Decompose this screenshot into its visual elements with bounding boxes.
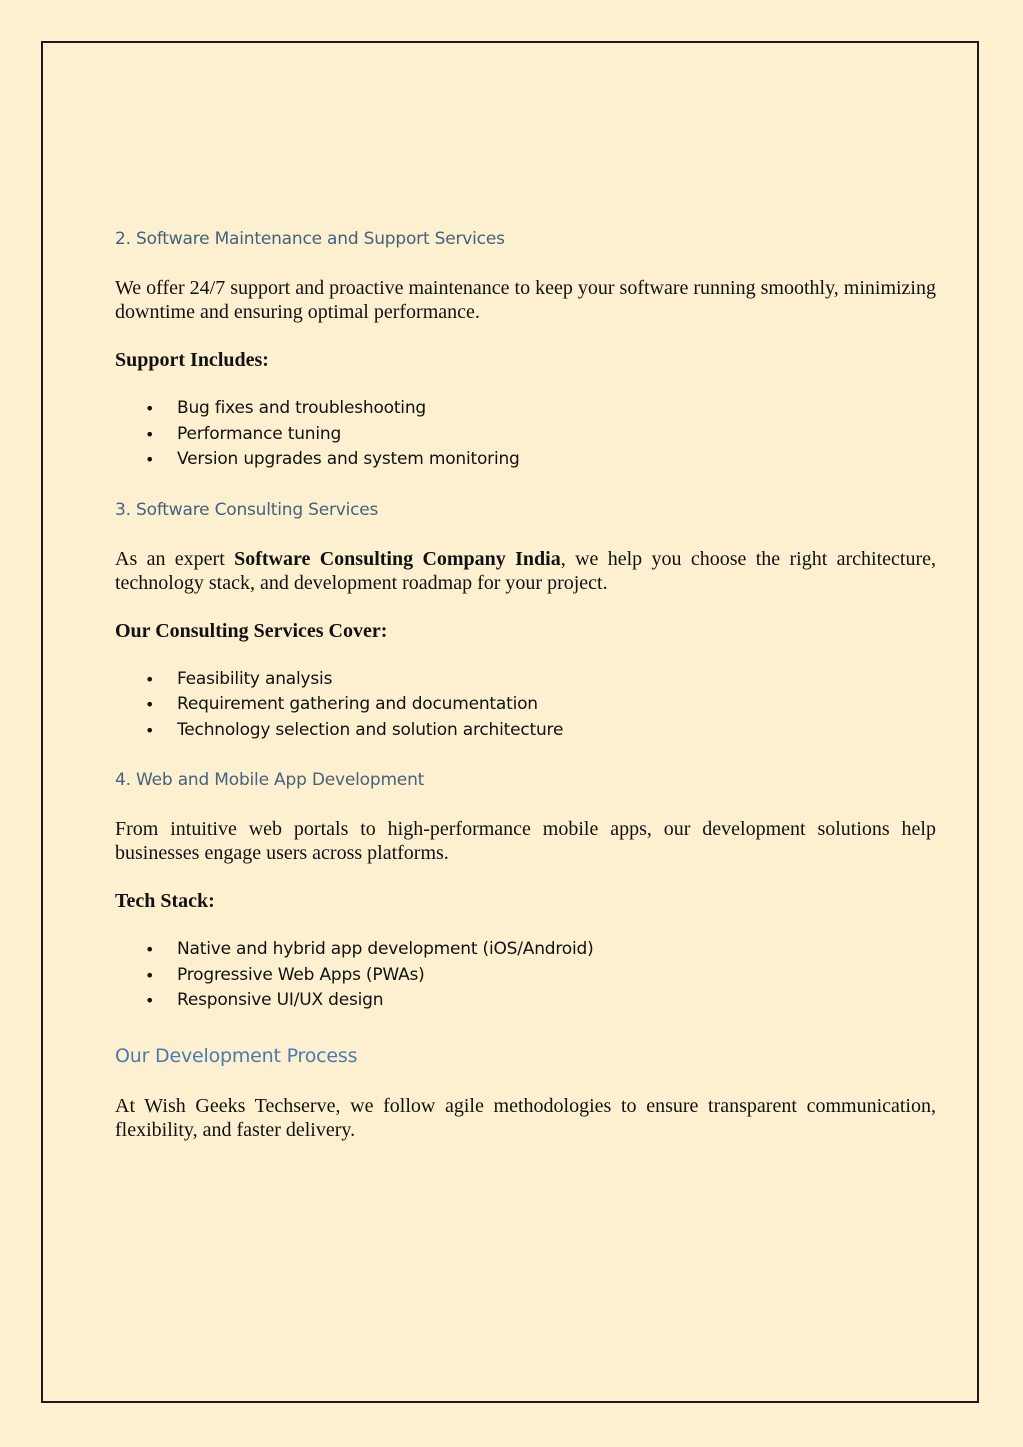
bullet-icon: • <box>145 695 155 714</box>
bullet-icon: • <box>145 991 155 1010</box>
paragraph-text: We offer 24/7 support and proactive maintenance to keep your software running smoothly, minimizing downtime and ensuring optimal performance. <box>115 277 936 323</box>
list-item-text: Bug fixes and troubleshooting <box>177 398 427 418</box>
section-consulting <box>115 497 936 744</box>
section-heading: 3. Software Consulting Services <box>115 499 379 520</box>
list-item-text: Progressive Web Apps (PWAs) <box>177 964 425 985</box>
section-development-process <box>115 1042 936 1142</box>
paragraph-text: From intuitive web portals to high-performance mobile apps, our development solutions help businesses engage users across platforms. <box>115 818 936 864</box>
bullet-list <box>115 396 936 473</box>
bullet-icon: • <box>145 450 155 469</box>
list-item <box>115 422 936 448</box>
list-item-text: Performance tuning <box>177 423 342 444</box>
list-item-text: Feasibility analysis <box>177 668 333 689</box>
section-heading: 2. Software Maintenance and Support Services <box>115 229 505 249</box>
bullet-icon: • <box>145 424 155 444</box>
bullet-list <box>115 667 936 744</box>
list-item <box>115 963 936 989</box>
list-item <box>115 937 936 963</box>
bullet-icon: • <box>145 669 155 689</box>
list-item <box>115 718 936 744</box>
list-item <box>115 667 936 693</box>
bullet-icon: • <box>145 399 155 418</box>
list-label: Our Consulting Services Cover: <box>115 619 388 642</box>
list-item-text: Native and hybrid app development (iOS/Android) <box>177 939 594 959</box>
bullet-icon: • <box>145 965 155 985</box>
list-label: Support Includes: <box>115 349 269 371</box>
section-paragraph <box>115 547 936 595</box>
section-maintenance-support <box>115 226 936 473</box>
list-item-text: Requirement gathering and documentation <box>177 694 538 714</box>
list-item-text: Technology selection and solution architecture <box>177 719 564 740</box>
list-label: Tech Stack: <box>115 890 215 912</box>
list-item-text: Version upgrades and system monitoring <box>177 449 520 469</box>
bullet-icon: • <box>145 720 155 740</box>
paragraph-bold-text: Software Consulting Company India <box>234 547 561 570</box>
section-heading: Our Development Process <box>115 1044 358 1067</box>
bullet-icon: • <box>145 940 155 959</box>
bullet-list <box>115 937 936 1014</box>
section-paragraph <box>115 817 936 865</box>
section-web-mobile <box>115 767 936 1014</box>
section-heading: 4. Web and Mobile App Development <box>115 770 425 790</box>
list-item-text: Responsive UI/UX design <box>177 990 384 1010</box>
list-item <box>115 988 936 1014</box>
list-item <box>115 396 936 422</box>
list-item <box>115 447 936 473</box>
section-paragraph: At Wish Geeks Techserve, we follow agile methodologies to ensure transparent communication, flexibility, and faster delivery. <box>115 1094 936 1141</box>
list-item <box>115 692 936 718</box>
paragraph-text: As an expert <box>115 547 235 570</box>
paragraph-text: , we help you choose the right architecture, technology stack, and development roadmap for your project. <box>115 547 937 594</box>
section-paragraph <box>115 276 936 324</box>
document-body <box>115 226 936 1142</box>
